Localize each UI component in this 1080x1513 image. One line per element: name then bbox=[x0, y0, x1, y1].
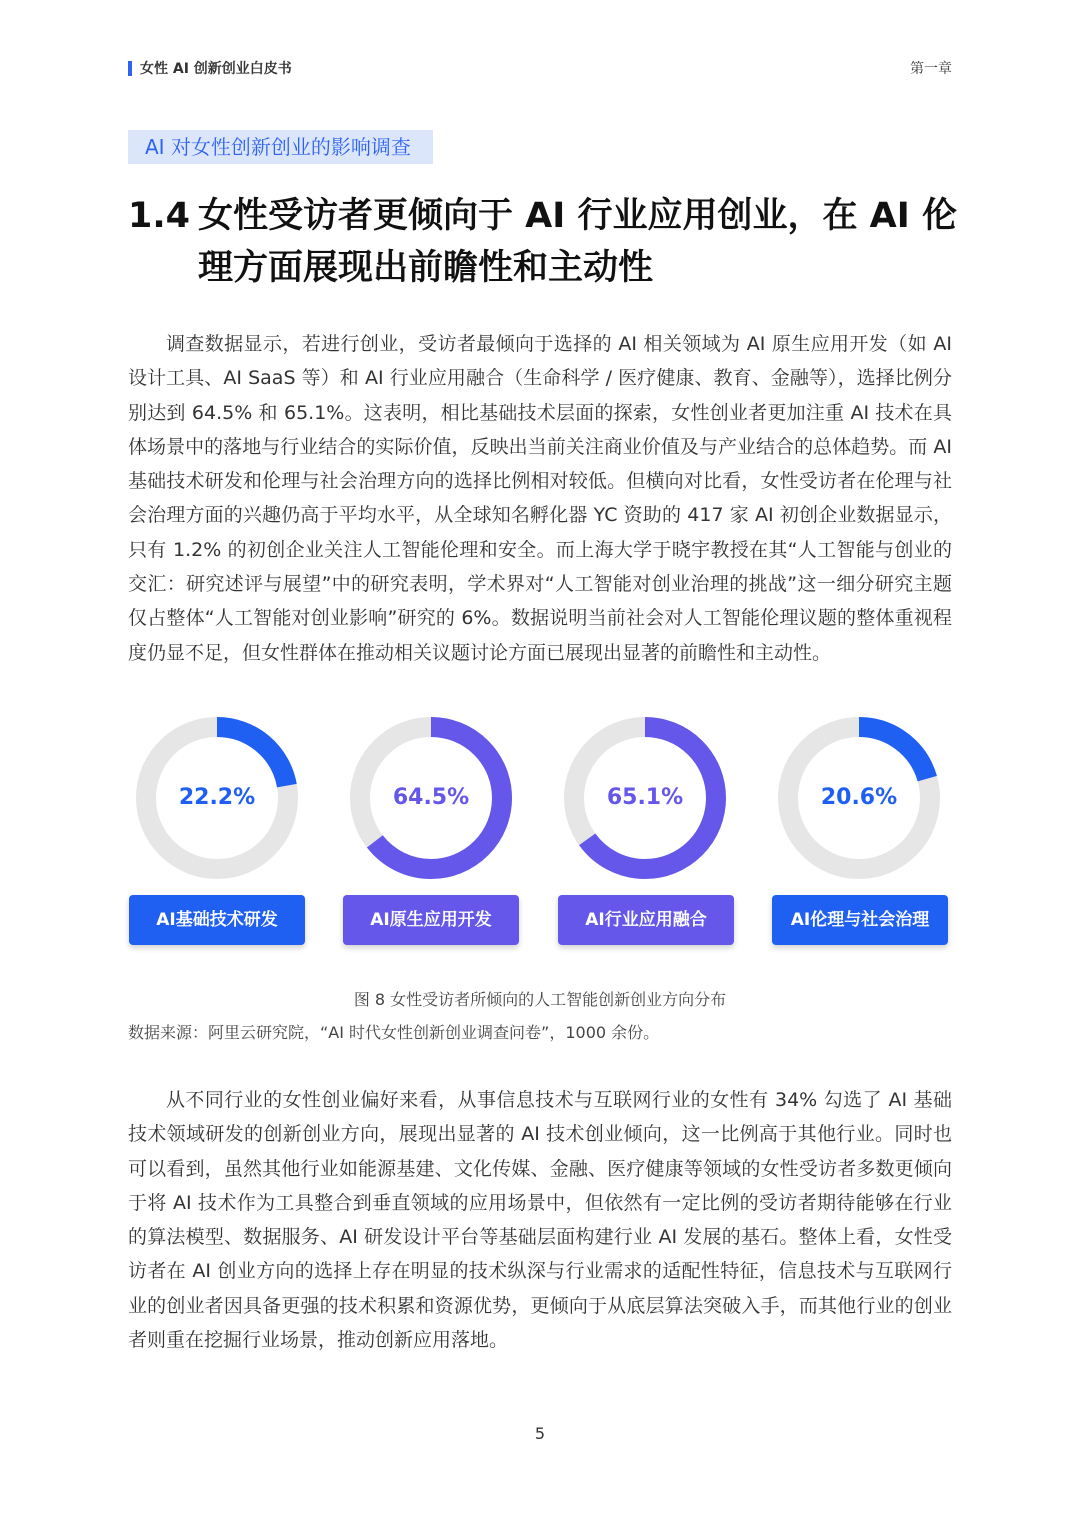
donut-value-label: 20.6% bbox=[820, 785, 898, 810]
donut-chart-ai-industry-integration bbox=[563, 716, 727, 880]
heading-line-1 bbox=[128, 190, 958, 242]
donut-value-label: 64.5% bbox=[392, 785, 470, 810]
category-label-ai-basic-research: AI基础技术研发 bbox=[129, 895, 305, 945]
page-header bbox=[128, 58, 952, 82]
category-label-ai-ethics-governance: AI伦理与社会治理 bbox=[772, 895, 948, 945]
donut-value-label: 22.2% bbox=[178, 785, 256, 810]
figure-source: 数据来源：阿里云研究院，“AI 时代女性创新创业调查问卷”，1000 余份。 bbox=[128, 1023, 660, 1042]
header-accent-bar bbox=[128, 61, 132, 76]
heading-number: 1.4 bbox=[128, 196, 191, 236]
header-title: 女性 AI 创新创业白皮书 bbox=[140, 61, 292, 77]
donut-value-label: 65.1% bbox=[606, 785, 684, 810]
section-tag: AI 对女性创新创业的影响调查 bbox=[128, 130, 433, 164]
donut-chart-ai-native-apps bbox=[349, 716, 513, 880]
page-number: 5 bbox=[534, 1424, 546, 1443]
header-chapter: 第一章 bbox=[910, 61, 952, 77]
donut-chart-ai-basic-research bbox=[135, 716, 299, 880]
figure-caption: 图 8 女性受访者所倾向的人工智能创新创业方向分布 bbox=[353, 990, 727, 1009]
heading-line-1-text: 女性受访者更倾向于 AI 行业应用创业，在 AI 伦 bbox=[198, 196, 957, 236]
category-label-ai-industry-integration: AI行业应用融合 bbox=[558, 895, 734, 945]
paragraph-2: 从不同行业的女性创业偏好来看，从事信息技术与互联网行业的女性有 34% 勾选了 AI 基础技术领域研发的创新创业方向，展现出显著的 AI 技术创业倾向，这一比例高于其他行业。同时也可以看到，虽然其他行业如能源基建、文化传媒、金融、医疗健康等领域的女性受访者多数更倾向于将 AI 技术作为工具整合到垂直领域的应用场景中，但依然有一定比例的受访者期待能够在行业的算法模型、数据服务、AI 研发设计平台等基础层面构建行业 AI 发展的基石。整体上看，女性受访者在 AI 创业方向的选择上存在明显的技术纵深与行业需求的适配性特征，信息技术与互联网行业的创业者因具备更强的技术积累和资源优势，更倾向于从底层算法突破入手，而其他行业的创业者则重在挖掘行业场景，推动创新应用落地。 bbox=[128, 1089, 952, 1352]
section-heading bbox=[128, 190, 958, 294]
donut-chart-ai-ethics-governance bbox=[777, 716, 941, 880]
paragraph-1: 调查数据显示，若进行创业，受访者最倾向于选择的 AI 相关领域为 AI 原生应用开发（如 AI 设计工具、AI SaaS 等）和 AI 行业应用融合（生命科学 / 医疗健康、教育、金融等），选择比例分别达到 64.5% 和 65.1%。这表明，相比基础技术层面的探索，女性创业者更加注重 AI 技术在具体场景中的落地与行业结合的实际价值，反映出当前关注商业价值及与产业结合的总体趋势。而 AI 基础技术研发和伦理与社会治理方向的选择比例相对较低。但横向对比看，女性受访者在伦理与社会治理方面的兴趣仍高于平均水平，从全球知名孵化器 YC 资助的 417 家 AI 初创企业数据显示，只有 1.2% 的初创企业关注人工智能伦理和安全。而上海大学于晓宇教授在其“人工智能与创业的交汇：研究述评与展望”中的研究表明，学术界对“人工智能对创业治理的挑战”这一细分研究主题仅占整体“人工智能对创业影响”研究的 6%。数据说明当前社会对人工智能伦理议题的整体重视程度仍显不足，但女性群体在推动相关议题讨论方面已展现出显著的前瞻性和主动性。 bbox=[128, 333, 952, 664]
category-label-ai-native-apps: AI原生应用开发 bbox=[343, 895, 519, 945]
heading-line-2: 理方面展现出前瞻性和主动性 bbox=[198, 248, 654, 288]
